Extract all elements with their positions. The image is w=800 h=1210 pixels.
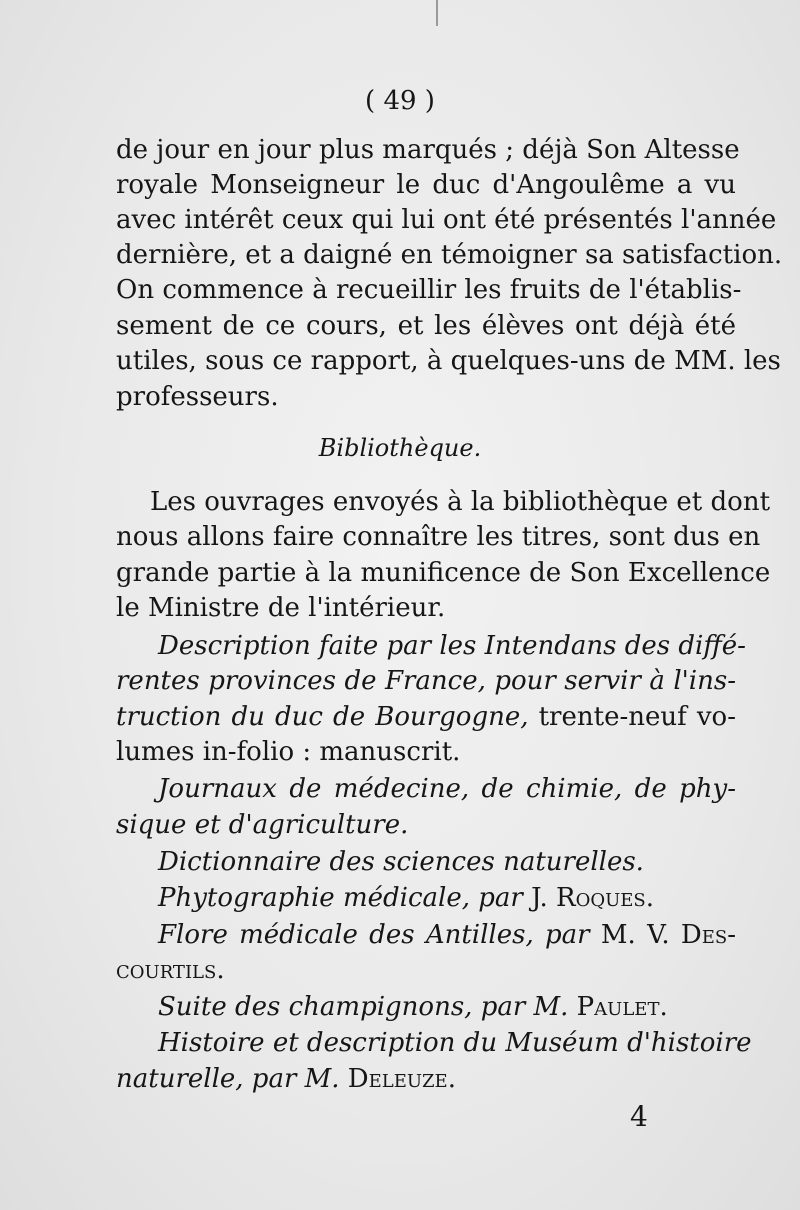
- text-line: Les ouvrages envoyés à la bibliothèque et dont: [150, 487, 771, 517]
- bibliography-entry: [158, 918, 736, 952]
- bibliography-entry: [116, 700, 736, 734]
- text-line: professeurs.: [116, 382, 279, 412]
- text-line: grande partie à la munificence de Son Excellence: [116, 558, 771, 588]
- entry-title: Flore médicale des Antilles, par: [158, 920, 590, 950]
- entry-author: Deleuze.: [339, 1064, 456, 1094]
- entry-title: Phytographie médicale, par: [158, 883, 523, 913]
- text-line: avec intérêt ceux qui lui ont été présentés l'année: [116, 205, 777, 235]
- bibliography-entry: Dictionnaire des sciences naturelles.: [158, 847, 644, 877]
- bibliography-entry: courtils.: [116, 955, 225, 985]
- entry-author-initial: M. V.: [589, 920, 681, 950]
- text-line: le Ministre de l'intérieur.: [116, 593, 446, 623]
- signature-mark: 4: [630, 1100, 648, 1133]
- text-line: dernière, et a daigné en témoigner sa satisfaction.: [116, 240, 783, 270]
- entry-author-initial: J.: [522, 883, 557, 913]
- entry-title: Suite des champignons, par M.: [158, 992, 569, 1022]
- bibliography-entry: [158, 881, 778, 915]
- bibliography-entry: rentes provinces de France, pour servir à l'ins-: [116, 666, 736, 696]
- text-line: de jour en jour plus marqués ; déjà Son Altesse: [116, 135, 740, 165]
- entry-author: Des-: [680, 920, 736, 950]
- entry-title: truction du duc de Bourgogne,: [116, 702, 529, 732]
- bibliography-entry: Description faite par les Intendans des diffé-: [158, 631, 746, 661]
- text-line: utiles, sous ce rapport, à quelques-uns de MM. les: [116, 346, 781, 376]
- bibliography-entry: Journaux de médecine, de chimie, de phy-: [158, 774, 736, 804]
- section-heading: Bibliothèque.: [318, 434, 482, 462]
- bibliography-entry: sique et d'agriculture.: [116, 810, 409, 840]
- text-line: sement de ce cours, et les élèves ont déjà été: [116, 311, 736, 341]
- text-line: royale Monseigneur le duc d'Angoulême a vu: [116, 170, 736, 200]
- bibliography-entry: Histoire et description du Muséum d'histoire: [158, 1028, 752, 1058]
- entry-note: trente-neuf vo-: [528, 702, 736, 732]
- entry-title: naturelle, par M.: [116, 1064, 340, 1094]
- page-number: ( 49 ): [365, 86, 435, 116]
- margin-mark: [436, 0, 438, 26]
- bibliography-entry: [158, 990, 778, 1024]
- text-line: On commence à recueillir les fruits de l'établis-: [116, 275, 742, 305]
- bibliography-entry: lumes in-folio : manuscrit.: [116, 737, 461, 767]
- bibliography-entry: [116, 1062, 736, 1096]
- entry-author: Paulet.: [568, 992, 668, 1022]
- entry-author: Roques.: [556, 883, 655, 913]
- text-line: nous allons faire connaître les titres, sont dus en: [116, 522, 761, 552]
